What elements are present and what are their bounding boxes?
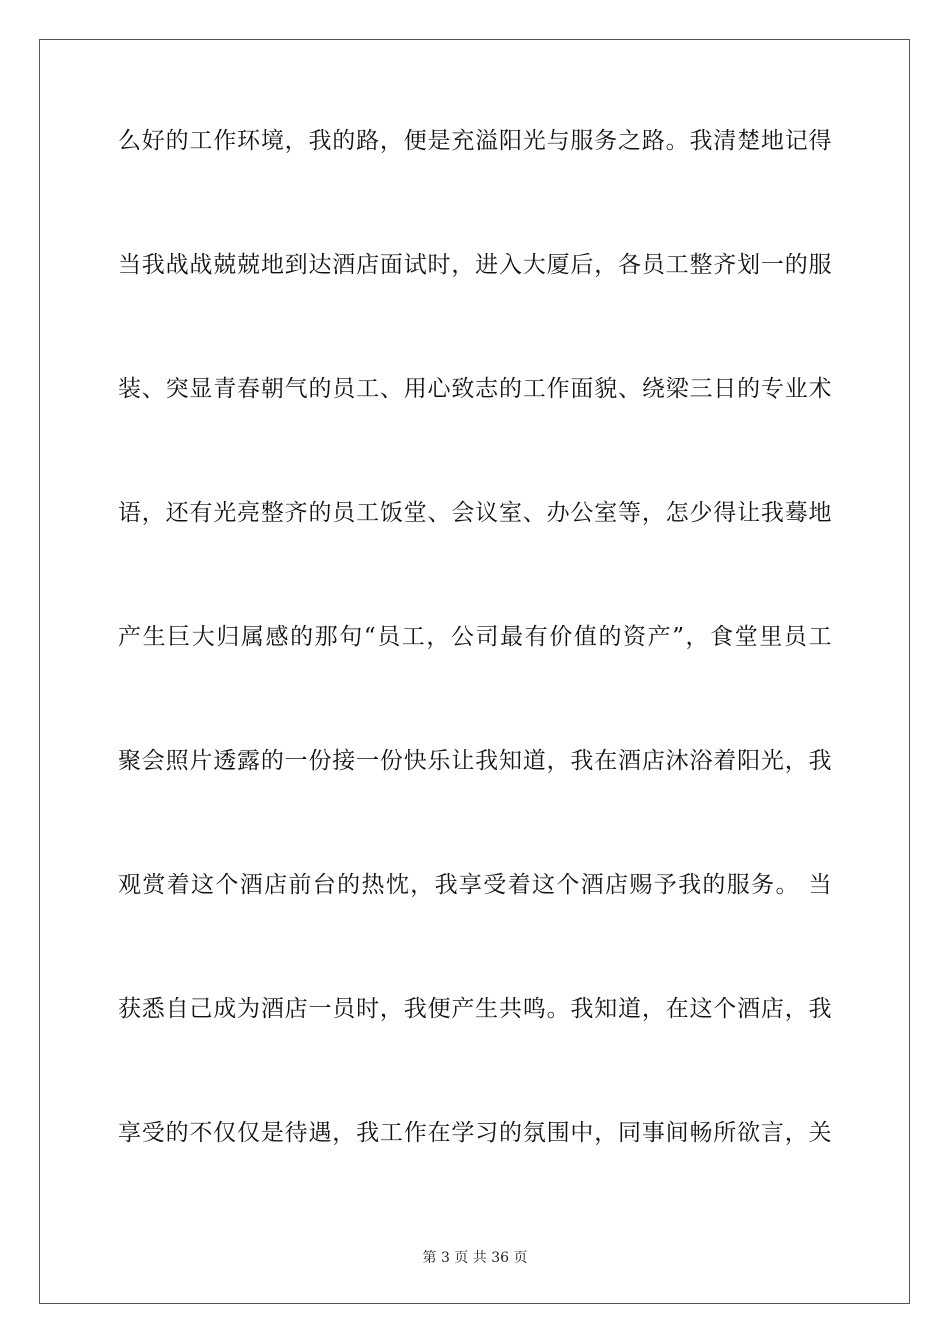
text-line: 享受的不仅仅是待遇，我工作在学习的氛围中，同事间畅所欲言，关 [118,1120,832,1146]
body-text [118,124,832,1240]
text-line: 装、突显青春朝气的员工、用心致志的工作面貌、绕梁三日的专业术 [118,376,832,402]
page-number: 第 3 页 共 36 页 [422,1250,528,1266]
text-line: 产生巨大归属感的那句“员工，公司最有价值的资产”，食堂里员工 [118,624,832,650]
text-line: 么好的工作环境，我的路，便是充溢阳光与服务之路。我清楚地记得 [118,128,832,154]
text-line: 语，还有光亮整齐的员工饭堂、会议室、办公室等，怎少得让我蓦地 [118,500,832,526]
text-line: 聚会照片透露的一份接一份快乐让我知道，我在酒店沐浴着阳光，我 [118,748,832,774]
text-line: 当我战战兢兢地到达酒店面试时，进入大厦后，各员工整齐划一的服 [118,252,832,278]
text-line: 获悉自己成为酒店一员时，我便产生共鸣。我知道，在这个酒店，我 [118,996,832,1022]
text-line: 观赏着这个酒店前台的热忱，我享受着这个酒店赐予我的服务。 当 [118,872,832,898]
